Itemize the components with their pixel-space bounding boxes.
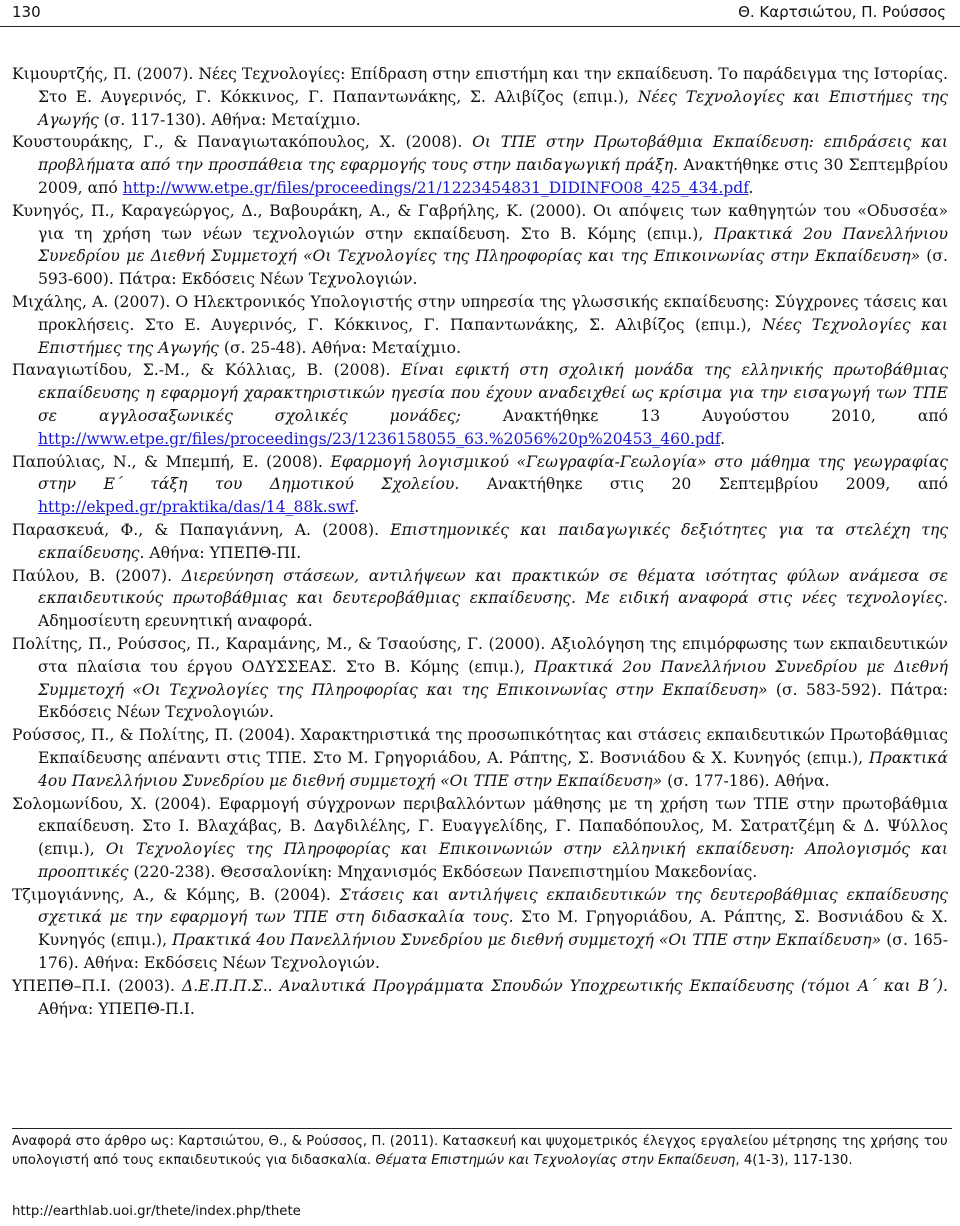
reference-italic-text: Διερεύνηση στάσεων, αντιλήψεων και πρακτικών σε θέματα ισότητας φύλων ανάμεσα σε εκπαιδευτικούς πρωτοβάθμιας και δευτεροβάθμιας εκπαίδευσης. Με ειδική αναφορά στις νέες τεχνολογίες. — [38, 566, 948, 608]
reference-text: (220-238). Θεσσαλονίκη: Μηχανισμός Εκδόσεων Πανεπιστημίου Μακεδονίας. — [128, 862, 758, 881]
reference-text: Μιχάλης, Α. (2007). Ο Ηλεκτρονικός Υπολογιστής στην υπηρεσία της γλωσσικής εκπαίδευσης: Σύγχρονες τάσεις και προκλήσεις. Στο Ε. Αυγερινός, Γ. Κόκκινος, Γ. Παπαντωνάκης, Σ. Αλιβίζος (επιμ.), — [12, 292, 948, 334]
reference-italic-text: Πρακτικά 4ου Πανελλήνιου Συνεδρίου με διεθνή συμμετοχή «Οι ΤΠΕ στην Εκπαίδευση» — [38, 748, 948, 790]
reference-entry — [12, 975, 948, 1021]
reference-italic-text: Πρακτικά 2ου Πανελλήνιου Συνεδρίου με Διεθνή Συμμετοχή «Οι Τεχνολογίες της Πληροφορίας και της Επικοινωνίας στην Εκπαίδευση» — [38, 657, 948, 699]
reference-italic-text: Επιστημονικές και παιδαγωγικές δεξιότητες για τα στελέχη της εκπαίδευσης. — [38, 520, 948, 562]
reference-text: Κουστουράκης, Γ., & Παναγιωτακόπουλος, Χ. (2008). — [12, 133, 473, 152]
reference-entry — [12, 724, 948, 792]
reference-link[interactable]: http://ekped.gr/praktika/das/14_88k.swf — [38, 498, 355, 517]
reference-text: Ανακτήθηκε στις 30 Σεπτεμβρίου 2009, από — [38, 156, 948, 197]
reference-italic-text: Πρακτικά 2ου Πανελλήνιου Συνεδρίου με Διεθνή Συμμετοχή «Οι Τεχνολογίες της Πληροφορίας και της Επικοινωνίας στην Εκπαίδευση» — [38, 224, 948, 266]
reference-text: . — [748, 178, 754, 197]
reference-text: Ανακτήθηκε στις 20 Σεπτεμβρίου 2009, από — [459, 475, 948, 494]
reference-italic-text: Πρακτικά 4ου Πανελλήνιου Συνεδρίου με διεθνή συμμετοχή «Οι ΤΠΕ στην Εκπαίδευση» — [172, 931, 882, 950]
reference-italic-text: Οι Τεχνολογίες της Πληροφορίας και Επικοινωνιών στην ελληνική εκπαίδευση: Απολογισμός και προοπτικές — [38, 840, 948, 881]
reference-text: Ανακτήθηκε 13 Αυγούστου 2010, από — [460, 406, 948, 425]
page-number: 130 — [12, 3, 41, 21]
journal-title: Θέματα Επιστημών και Τεχνολογίας στην Εκπαίδευση — [375, 1152, 736, 1168]
reference-text: Αδημοσίευτη ερευνητική αναφορά. — [38, 612, 313, 631]
reference-italic-text: Δ.Ε.Π.Π.Σ.. Αναλυτικά Προγράμματα Σπουδών Υποχρεωτικής Εκπαίδευσης (τόμοι Α΄ και Β΄). — [182, 976, 948, 995]
reference-italic-text: Εφαρμογή λογισμικού «Γεωγραφία-Γεωλογία» στο μάθημα της γεωγραφίας στην Ε΄ τάξη του Δημοτικού Σχολείου. — [38, 452, 948, 494]
reference-text: (σ. 165-176). Αθήνα: Εκδόσεις Νέων Τεχνολογιών. — [38, 931, 948, 973]
reference-italic-text: Νέες Τεχνολογίες και Επιστήμες της Αγωγής — [38, 87, 948, 129]
reference-text: Κυνηγός, Π., Καραγεώργος, Δ., Βαβουράκη, Α., & Γαβρήλης, Κ. (2000). Οι απόψεις των καθηγητών του «Οδυσσέα» για τη χρήση των νέων τεχνολογιών στην εκπαίδευση. Στο Β. Κόμης (επιμ.), — [12, 201, 948, 243]
citation-note — [12, 1133, 952, 1170]
reference-text: ΥΠΕΠΘ–Π.Ι. (2003). — [12, 976, 183, 995]
reference-entry — [12, 200, 948, 291]
running-authors: Θ. Καρτσιώτου, Π. Ρούσσος — [738, 3, 946, 21]
reference-text: Τζιμογιάννης, Α., & Κόμης, Β. (2004). — [12, 885, 340, 904]
reference-text: Παρασκευά, Φ., & Παπαγιάννη, Α. (2008). — [12, 520, 391, 539]
reference-text: Κιμουρτζής, Π. (2007). Νέες Τεχνολογίες: Επίδραση στην επιστήμη και την εκπαίδευση. Το παράδειγμα της Ιστορίας. Στο Ε. Αυγερινός, Γ. Κόκκινος, Γ. Παπαντωνάκης, Σ. Αλιβίζος (επιμ.), — [12, 65, 948, 106]
reference-text: . — [354, 498, 360, 517]
reference-italic-text: Στάσεις και αντιλήψεις εκπαιδευτικών της δευτεροβάθμιας εκπαίδευσης σχετικά με την εφαρμογή των ΤΠΕ στη διδασκαλία τους. — [38, 885, 948, 927]
reference-text: Αθήνα: ΥΠΕΠΘ-ΠΙ. — [144, 543, 302, 562]
reference-text: Παναγιωτίδου, Σ.-Μ., & Κόλλιας, Β. (2008). — [12, 361, 402, 380]
reference-entry — [12, 793, 948, 884]
reference-entry — [12, 565, 948, 633]
reference-entry — [12, 359, 948, 450]
page-header — [0, 0, 960, 27]
reference-text: (σ. 117-130). Αθήνα: Μεταίχμιο. — [98, 110, 361, 129]
reference-text: (σ. 583-592). Πάτρα: Εκδόσεις Νέων Τεχνολογιών. — [38, 680, 948, 722]
reference-italic-text: Είναι εφικτή στη σχολική μονάδα της ελληνικής πρωτοβάθμιας εκπαίδευσης η εφαρμογή χαρακτηριστικών ηγεσία που έχουν αναδειχθεί ως κρίσιμα για την εισαγωγή των ΤΠΕ σε αγγλοσαξωνικές σχολικές μονάδες; — [38, 361, 949, 425]
reference-text: Παύλου, Β. (2007). — [12, 566, 182, 585]
reference-text: Ρούσσος, Π., & Πολίτης, Π. (2004). Χαρακτηριστικά της προσωπικότητας και στάσεις εκπαιδευτικών Πρωτοβάθμιας Εκπαίδευσης απέναντι στις ΤΠΕ. Στο Μ. Γρηγοριάδου, Α. Ράπτης, Σ. Βοσνιάδου & Χ. Κυνηγός (επιμ.), — [12, 726, 948, 767]
citation-suffix: , 4(1-3), 117-130. — [735, 1152, 853, 1168]
citation-prefix: Αναφορά στο άρθρο ως: Καρτσιώτου, Θ., & Ρούσσος, Π. (2011). Κατασκευή και ψυχομετρικός έλεγχος εργαλείου μέτρησης της χρήσης του υπολογιστή από τους εκπαιδευτικούς για διδασκαλία. — [12, 1134, 948, 1168]
reference-list — [12, 63, 948, 1020]
reference-link[interactable]: http://www.etpe.gr/files/proceedings/21/1223454831_DIDINFO08_425_434.pdf — [122, 178, 749, 197]
reference-text: Σολομωνίδου, Χ. (2004). Εφαρμογή σύγχρονων περιβαλλόντων μάθησης με τη χρήση των ΤΠΕ στην πρωτοβάθμια εκπαίδευση. Στο Ι. Βλαχάβας, Β. Δαγδιλέλης, Γ. Ευαγγελίδης, Γ. Παπαδόπουλος, Μ. Σατρατζέμη & Δ. Ψύλλος (επιμ.), — [12, 794, 948, 859]
journal-url[interactable]: http://earthlab.uoi.gr/thete/index.php/thete — [12, 1204, 301, 1219]
reference-entry — [12, 519, 948, 565]
reference-text: Αθήνα: ΥΠΕΠΘ-Π.Ι. — [38, 999, 195, 1018]
reference-link[interactable]: http://www.etpe.gr/files/proceedings/23/1236158055_63.%2056%20p%20453_460.pdf — [38, 429, 721, 448]
reference-text: (σ. 25-48). Αθήνα: Μεταίχμιο. — [218, 338, 462, 357]
reference-entry — [12, 291, 948, 359]
reference-text: . — [720, 429, 726, 448]
reference-entry — [12, 131, 948, 199]
reference-text: (σ. 177-186). Αθήνα. — [662, 771, 830, 790]
reference-italic-text: Νέες Τεχνολογίες και Επιστήμες της Αγωγής — [38, 315, 948, 357]
reference-text: Παπούλιας, Ν., & Μπεμπή, Ε. (2008). — [12, 452, 331, 471]
reference-text: Πολίτης, Π., Ρούσσος, Π., Καραμάνης, Μ., & Τσαούσης, Γ. (2000). Αξιολόγηση της επιμόρφωσης των εκπαιδευτικών στα πλαίσια του έργου ΟΔΥΣΣΕΑΣ. Στο Β. Κόμης (επιμ.), — [12, 634, 948, 676]
reference-entry — [12, 884, 948, 975]
reference-entry — [12, 633, 948, 724]
reference-text: (σ. 593-600). Πάτρα: Εκδόσεις Νέων Τεχνολογιών. — [38, 247, 948, 289]
reference-entry — [12, 451, 948, 519]
reference-italic-text: Οι ΤΠΕ στην Πρωτοβάθμια Εκπαίδευση: επιδράσεις και προβλήματα από την προσπάθεια της εφαρμογής τους στην παιδαγωγική πράξη. — [38, 133, 948, 175]
reference-entry — [12, 63, 948, 131]
page-footer — [12, 1128, 952, 1222]
reference-text: Στο Μ. Γρηγοριάδου, Α. Ράπτης, Σ. Βοσνιάδου & Χ. Κυνηγός (επιμ.), — [38, 908, 948, 950]
